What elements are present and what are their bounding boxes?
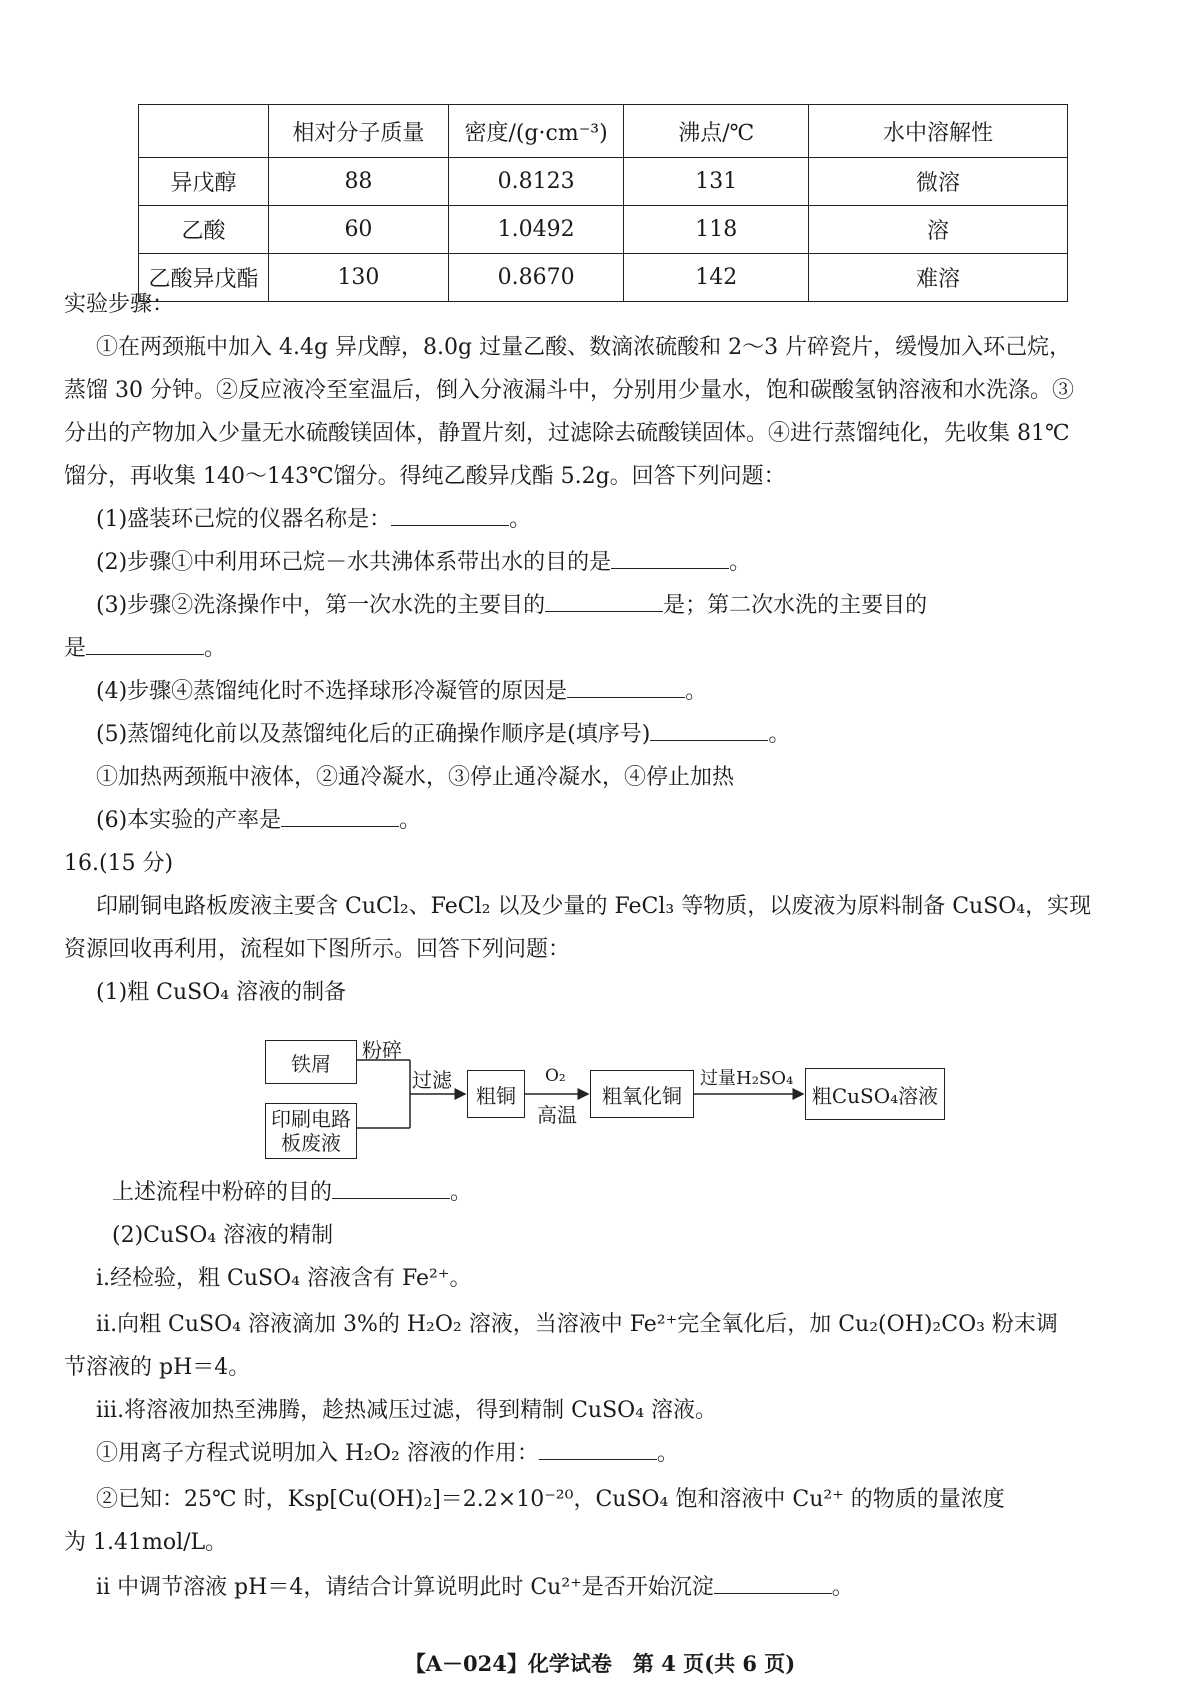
answer-blank[interactable]	[714, 1573, 832, 1594]
procedure-heading: 实验步骤：	[64, 292, 175, 317]
label-oxygen: O₂	[545, 1066, 566, 1086]
step-i: ⅰ.经检验，粗 CuSO₄ 溶液含有 Fe²⁺。	[96, 1266, 472, 1291]
answer-blank[interactable]	[539, 1439, 657, 1460]
step-ii-cont: 节溶液的 pH＝4。	[64, 1355, 251, 1380]
question-1: (1)盛装环己烷的仪器名称是： 。	[96, 507, 532, 532]
table-cell: 130	[269, 254, 449, 302]
page-footer: 【A－024】化学试卷 第 4 页(共 6 页)	[404, 1651, 796, 1676]
sub-question-1: ①用离子方程式说明加入 H₂O₂ 溶液的作用： 。	[96, 1441, 679, 1466]
question-5-options: ①加热两颈瓶中液体，②通冷凝水，③停止通冷凝水，④停止加热	[96, 765, 735, 790]
box-crude-cuso4: 粗CuSO₄溶液	[805, 1068, 945, 1120]
table-cell: 密度/(g·cm⁻³)	[448, 105, 624, 158]
sub-question-2-cont: 为 1.41mol/L。	[64, 1530, 228, 1555]
q16-part-2: (2)CuSO₄ 溶液的精制	[112, 1223, 334, 1248]
question-2: (2)步骤①中利用环己烷－水共沸体系带出水的目的是 。	[96, 550, 752, 575]
table-cell: 溶	[809, 206, 1068, 254]
box-waste-liquid: 印刷电路 板废液	[265, 1103, 357, 1159]
label-filter: 过滤	[412, 1068, 452, 1092]
step-ii: ⅱ.向粗 CuSO₄ 溶液滴加 3%的 H₂O₂ 溶液，当溶液中 Fe²⁺完全氧化后，加 Cu₂(OH)₂CO₃ 粉末调	[96, 1312, 1058, 1337]
label-high-temp: 高温	[537, 1103, 577, 1127]
table-cell: 0.8670	[448, 254, 624, 302]
box-crude-copper: 粗铜	[467, 1070, 525, 1118]
table-cell: 水中溶解性	[809, 105, 1068, 158]
step-iii: ⅲ.将溶液加热至沸腾，趁热减压过滤，得到精制 CuSO₄ 溶液。	[96, 1398, 718, 1423]
procedure-line-3: 分出的产物加入少量无水硫酸镁固体，静置片刻，过滤除去硫酸镁固体。④进行蒸馏纯化，先收集 81℃	[64, 421, 1070, 446]
procedure-line-1: ①在两颈瓶中加入 4.4g 异戊醇，8.0g 过量乙酸、数滴浓硫酸和 2～3 片碎瓷片，缓慢加入环己烷，	[96, 335, 1072, 360]
question-6: (6)本实验的产率是 。	[96, 808, 422, 833]
table-cell: 118	[624, 206, 809, 254]
question-4: (4)步骤④蒸馏纯化时不选择球形冷凝管的原因是 。	[96, 679, 708, 704]
crush-question: 上述流程中粉碎的目的 。	[112, 1180, 473, 1205]
procedure-line-2: 蒸馏 30 分钟。②反应液冷至室温后，倒入分液漏斗中，分别用少量水，饱和碳酸氢钠溶液和水洗涤。③	[64, 378, 1074, 403]
table-cell: 乙酸	[139, 206, 269, 254]
table-cell: 131	[624, 158, 809, 206]
box-iron-filings: 铁屑	[265, 1040, 357, 1084]
table-cell: 乙酸异戊酯	[139, 254, 269, 302]
q16-part-1: (1)粗 CuSO₄ 溶液的制备	[96, 980, 347, 1005]
q16-title: 16.(15 分)	[64, 851, 174, 876]
q16-intro-2: 资源回收再利用，流程如下图所示。回答下列问题：	[64, 937, 571, 962]
table-cell: 异戊醇	[139, 158, 269, 206]
sub-question-3: ⅱ 中调节溶液 pH＝4，请结合计算说明此时 Cu²⁺是否开始沉淀 。	[96, 1575, 854, 1600]
label-crush: 粉碎	[362, 1038, 402, 1062]
procedure-line-4: 馏分，再收集 140～143℃馏分。得纯乙酸异戊酯 5.2g。回答下列问题：	[64, 464, 786, 489]
q16-intro-1: 印刷铜电路板废液主要含 CuCl₂、FeCl₂ 以及少量的 FeCl₃ 等物质，以废液为原料制备 CuSO₄，实现	[96, 894, 1092, 919]
box-crude-cuo: 粗氧化铜	[590, 1070, 694, 1118]
table-cell: 142	[624, 254, 809, 302]
answer-blank[interactable]	[332, 1178, 450, 1199]
question-5: (5)蒸馏纯化前以及蒸馏纯化后的正确操作顺序是(填序号) 。	[96, 722, 791, 747]
table-cell: 1.0492	[448, 206, 624, 254]
table-cell: 0.8123	[448, 158, 624, 206]
question-3: (3)步骤②洗涤操作中，第一次水洗的主要目的 是；第二次水洗的主要目的	[96, 593, 928, 618]
table-cell: 88	[269, 158, 449, 206]
label-h2so4: 过量H₂SO₄	[700, 1068, 794, 1089]
table-cell: 难溶	[809, 254, 1068, 302]
table-cell: 微溶	[809, 158, 1068, 206]
table-cell: 沸点/℃	[624, 105, 809, 158]
table-cell: 相对分子质量	[269, 105, 449, 158]
question-3-cont: 是 。	[64, 636, 227, 661]
table-cell: 60	[269, 206, 449, 254]
sub-question-2: ②已知：25℃ 时，Ksp[Cu(OH)₂]＝2.2×10⁻²⁰，CuSO₄ 饱和溶液中 Cu²⁺ 的物质的量浓度	[96, 1487, 1005, 1512]
